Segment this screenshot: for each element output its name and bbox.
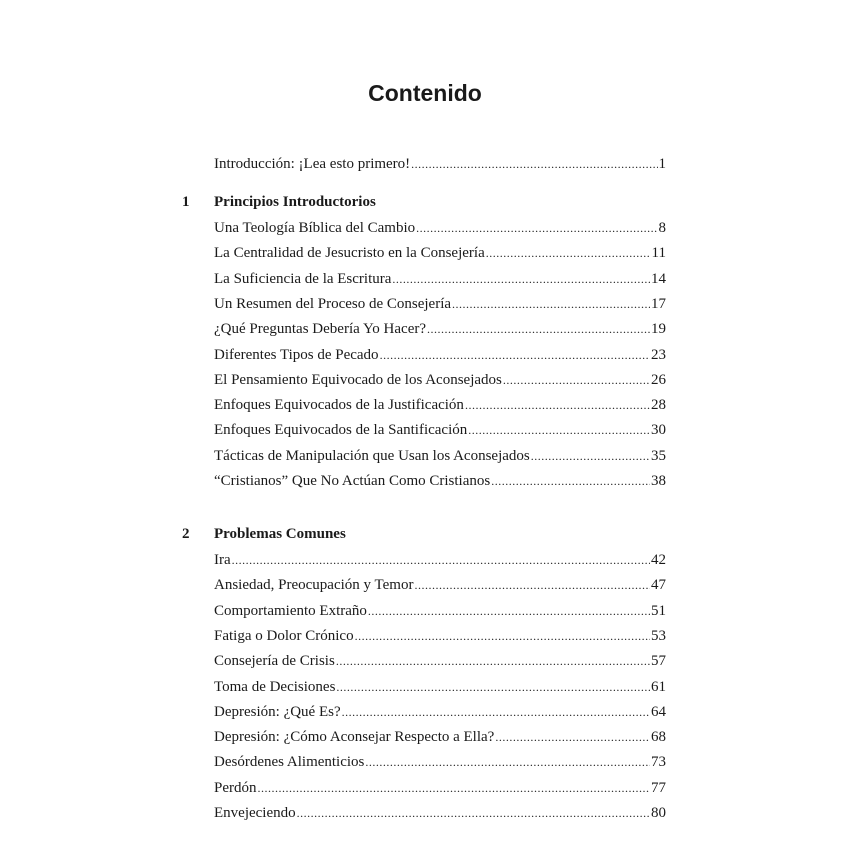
toc-entry[interactable] <box>214 470 666 492</box>
toc-entry[interactable] <box>214 676 666 698</box>
toc-entry[interactable] <box>214 394 666 416</box>
toc-entry-page: 14 <box>651 270 666 287</box>
toc-entry[interactable] <box>214 419 666 441</box>
dot-leader <box>468 419 650 441</box>
toc-entry[interactable] <box>214 318 666 340</box>
dot-leader <box>342 701 650 723</box>
page-title: Contenido <box>368 80 482 106</box>
toc-entry-label: El Pensamiento Equivocado de los Aconsejados <box>214 371 502 388</box>
toc-entry-page: 68 <box>651 729 666 746</box>
dot-leader <box>503 369 650 391</box>
dot-leader <box>297 802 650 824</box>
dot-leader <box>365 751 650 773</box>
toc-entry-label: Depresión: ¿Cómo Aconsejar Respecto a Ella? <box>214 729 495 746</box>
dot-leader <box>258 777 651 799</box>
toc-entry[interactable] <box>214 293 666 315</box>
dot-leader <box>392 268 650 290</box>
toc-entry-page: 61 <box>651 678 666 695</box>
toc-entry[interactable] <box>214 268 666 290</box>
toc-entry-label: Desórdenes Alimenticios <box>214 754 365 771</box>
section-number: 1 <box>182 194 190 210</box>
toc-entry[interactable] <box>214 726 666 748</box>
toc-entry-label: Consejería de Crisis <box>214 653 335 670</box>
toc-entry[interactable] <box>214 802 666 824</box>
toc-entry-page: 80 <box>651 805 666 821</box>
dot-leader <box>465 394 650 416</box>
toc-entry-label: Una Teología Bíblica del Cambio <box>214 220 416 236</box>
section-title: Problemas Comunes <box>214 526 346 542</box>
dot-leader <box>368 600 650 622</box>
toc-entry-label: Ansiedad, Preocupación y Temor <box>214 577 414 594</box>
toc-entry[interactable] <box>214 701 666 723</box>
toc-entry[interactable] <box>214 242 666 264</box>
toc-entry-page: 42 <box>651 552 666 568</box>
toc-entry[interactable] <box>214 751 666 773</box>
toc-entry-label: La Suficiencia de la Escritura <box>214 270 392 287</box>
toc-entry[interactable] <box>214 777 666 799</box>
toc-entry[interactable] <box>214 445 666 467</box>
dot-leader <box>336 650 650 672</box>
toc-entry-label: Introducción: ¡Lea esto primero! <box>214 156 411 172</box>
dot-leader <box>380 344 650 366</box>
toc-entry-label: Fatiga o Dolor Crónico <box>214 627 354 644</box>
toc-entry-page: 64 <box>651 703 666 720</box>
toc-entry[interactable] <box>214 217 666 239</box>
toc-entry-page: 23 <box>651 346 666 363</box>
toc-entry-page: 19 <box>651 321 666 338</box>
toc-entry[interactable] <box>214 574 666 596</box>
toc-entry-page: 38 <box>651 473 666 489</box>
dot-leader <box>495 726 650 748</box>
toc-entry-label: Perdón <box>214 779 257 796</box>
dot-leader <box>232 549 650 571</box>
toc-entry[interactable] <box>214 600 666 622</box>
toc-entry-page: 73 <box>651 754 666 771</box>
toc-entry-page: 47 <box>651 577 666 594</box>
toc-entry-label: Ira <box>214 552 231 568</box>
dot-leader <box>355 625 650 647</box>
toc-entry[interactable] <box>214 549 666 571</box>
toc-entry-page: 53 <box>651 627 666 644</box>
toc-entry-label: ¿Qué Preguntas Debería Yo Hacer? <box>214 321 427 338</box>
toc-entry-label: Enfoques Equivocados de la Justificación <box>214 397 464 414</box>
dot-leader <box>414 574 650 596</box>
toc-entry-label: La Centralidad de Jesucristo en la Consejería <box>214 245 485 262</box>
toc-entry[interactable] <box>214 625 666 647</box>
toc-entry[interactable] <box>214 344 666 366</box>
dot-leader <box>336 676 650 698</box>
toc-entry-page: 57 <box>651 653 666 670</box>
toc-entry-page: 8 <box>658 220 666 236</box>
toc-entry-page: 26 <box>651 371 666 388</box>
dot-leader <box>491 470 650 492</box>
section-title: Principios Introductorios <box>214 194 376 210</box>
toc-entry-label: Depresión: ¿Qué Es? <box>214 703 341 720</box>
toc-entry-page: 30 <box>651 422 666 439</box>
dot-leader <box>452 293 650 315</box>
toc-entry-label: Un Resumen del Proceso de Consejería <box>214 295 452 312</box>
dot-leader <box>531 445 650 467</box>
toc-entry[interactable] <box>214 369 666 391</box>
toc-entry-intro[interactable] <box>214 153 666 175</box>
dot-leader <box>486 242 651 264</box>
dot-leader <box>427 318 650 340</box>
toc-entry-page: 17 <box>651 295 666 312</box>
toc-entry-page: 35 <box>651 447 666 464</box>
toc-entry-label: Diferentes Tipos de Pecado <box>214 346 379 363</box>
dot-leader <box>411 153 657 175</box>
dot-leader <box>416 217 657 239</box>
toc-entry-label: Enfoques Equivocados de la Santificación <box>214 422 468 439</box>
toc-entry-page: 51 <box>651 602 666 619</box>
toc-entry-page: 77 <box>651 779 666 796</box>
toc-entry-label: “Cristianos” Que No Actúan Como Cristianos <box>214 473 491 489</box>
section-number: 2 <box>182 526 190 542</box>
toc-entry-label: Tácticas de Manipulación que Usan los Aconsejados <box>214 447 530 464</box>
toc-entry-label: Comportamiento Extraño <box>214 602 367 619</box>
toc-entry[interactable] <box>214 650 666 672</box>
toc-entry-page: 11 <box>651 245 666 262</box>
toc-entry-page: 1 <box>658 156 666 172</box>
toc-entry-label: Toma de Decisiones <box>214 678 336 695</box>
toc-entry-page: 28 <box>651 397 666 414</box>
toc-entry-label: Envejeciendo <box>214 805 296 821</box>
